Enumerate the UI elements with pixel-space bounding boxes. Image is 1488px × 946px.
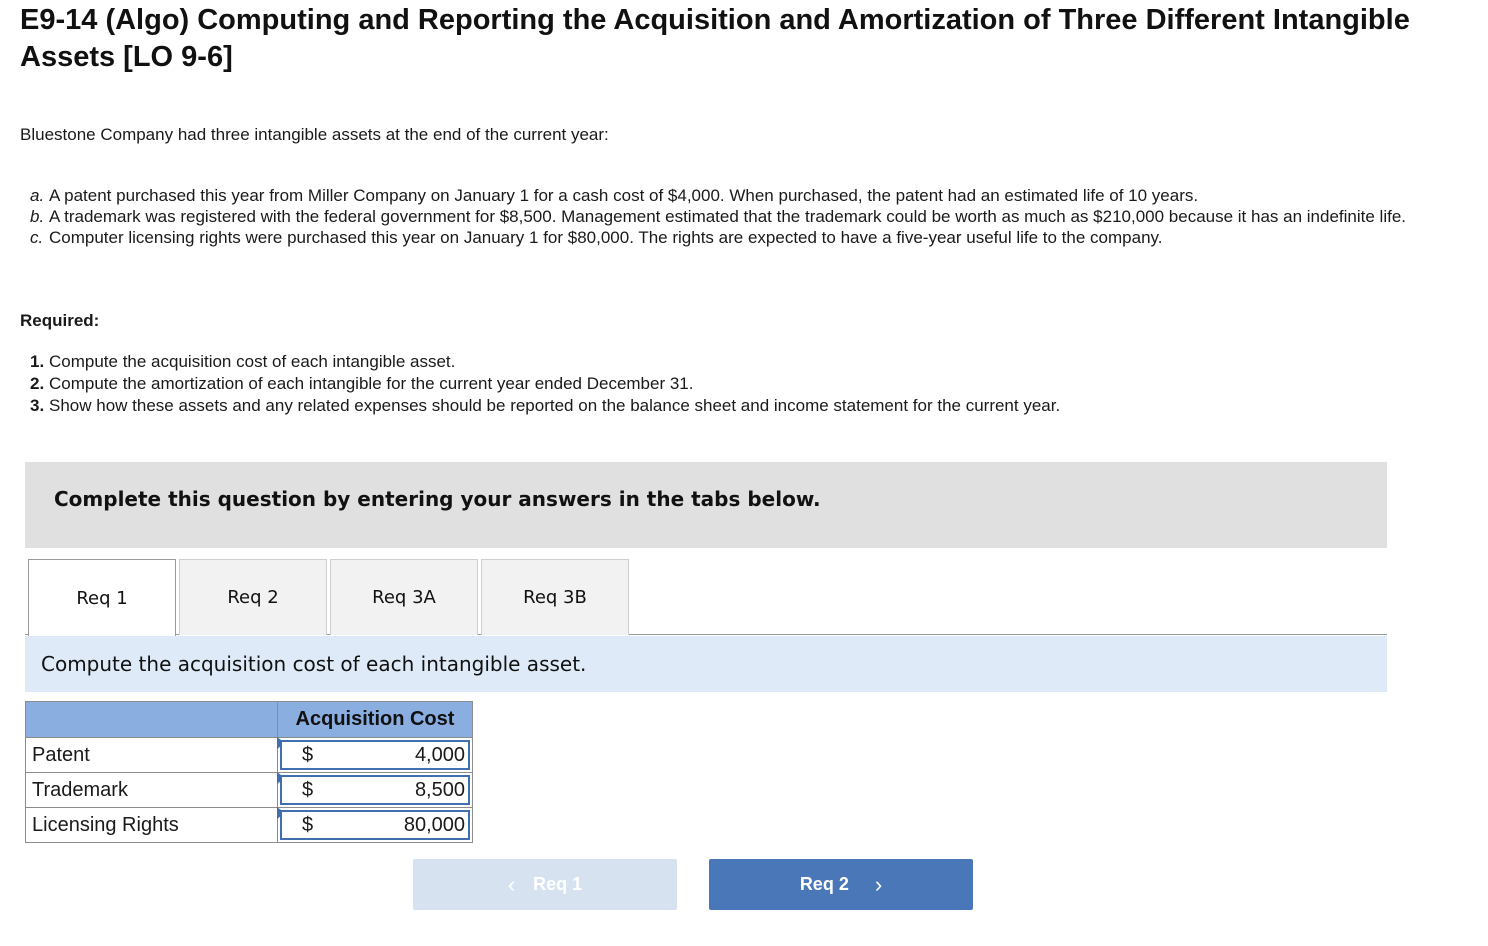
question-band — [25, 636, 1387, 692]
currency-symbol: $ — [302, 813, 314, 836]
requirement-text: Compute the amortization of each intangible for the current year ended December 31. — [49, 374, 694, 393]
table-row — [26, 773, 473, 808]
input-value: 80,000 — [403, 813, 465, 836]
list-item — [30, 395, 1460, 417]
trademark-cost-input[interactable] — [280, 775, 470, 805]
asset-list — [30, 185, 1460, 248]
requirement-text: Show how these assets and any related expenses should be reported on the balance sheet and income statement for the current year. — [49, 396, 1061, 415]
value-cell — [278, 808, 473, 843]
item-text: A patent purchased this year from Miller Company on January 1 for a cash cost of $4,000. When purchased, the patent had an estimated life of 10 years. — [49, 186, 1199, 205]
value-cell — [278, 738, 473, 773]
list-item — [30, 227, 1460, 248]
next-req-button[interactable] — [709, 859, 973, 910]
row-label-trademark: Trademark — [26, 773, 278, 808]
list-item — [30, 206, 1460, 227]
page-title: E9-14 (Algo) Computing and Reporting the Acquisition and Amortization of Three Different Intangible Assets [LO 9-6] — [20, 4, 1410, 73]
tab-bar — [28, 559, 1387, 635]
item-label: c. — [30, 228, 44, 247]
chevron-left-icon: ‹ — [507, 871, 516, 897]
requirement-number: 3. — [30, 396, 45, 415]
item-label: a. — [30, 186, 45, 205]
currency-symbol: $ — [302, 743, 314, 766]
requirements-list — [30, 351, 1460, 417]
input-value: 4,000 — [414, 743, 465, 766]
row-label-licensing-rights: Licensing Rights — [26, 808, 278, 843]
next-button-label: Req 2 — [799, 874, 849, 894]
table-header-row — [26, 702, 473, 738]
intro-text: Bluestone Company had three intangible assets at the end of the current year: — [20, 125, 609, 144]
licensing-rights-cost-input[interactable] — [280, 810, 470, 840]
value-cell — [278, 773, 473, 808]
list-item — [30, 185, 1460, 206]
currency-symbol: $ — [302, 778, 314, 801]
input-value: 8,500 — [414, 778, 465, 801]
list-item — [30, 373, 1460, 395]
table-row — [26, 738, 473, 773]
required-heading: Required: — [20, 311, 100, 330]
prev-req-button — [413, 859, 677, 910]
requirement-text: Compute the acquisition cost of each intangible asset. — [49, 352, 456, 371]
tab-req-3a[interactable]: Req 3A — [330, 559, 478, 635]
tab-req-3b[interactable]: Req 3B — [481, 559, 629, 635]
chevron-right-icon: › — [874, 871, 883, 897]
list-item — [30, 351, 1460, 373]
item-label: b. — [30, 207, 45, 226]
patent-cost-input[interactable] — [280, 740, 470, 770]
question-text: Compute the acquisition cost of each intangible asset. — [41, 652, 587, 676]
prev-button-label: Req 1 — [533, 874, 583, 894]
instruction-banner — [25, 462, 1387, 548]
instruction-text: Complete this question by entering your answers in the tabs below. — [54, 487, 821, 511]
tab-req-2[interactable]: Req 2 — [179, 559, 327, 635]
requirement-number: 1. — [30, 352, 45, 371]
table-row — [26, 808, 473, 843]
tab-req-1[interactable]: Req 1 — [28, 559, 176, 636]
acquisition-cost-table — [25, 701, 473, 843]
acquisition-cost-header: Acquisition Cost — [278, 702, 473, 738]
header-blank-cell — [26, 702, 278, 738]
item-text: A trademark was registered with the federal government for $8,500. Management estimated that the trademark could be worth as much as $210,000 because it has an indefinite life. — [49, 207, 1406, 226]
item-text: Computer licensing rights were purchased this year on January 1 for $80,000. The rights are expected to have a five-year useful life to the company. — [49, 228, 1163, 247]
row-label-patent: Patent — [26, 738, 278, 773]
requirement-number: 2. — [30, 374, 45, 393]
